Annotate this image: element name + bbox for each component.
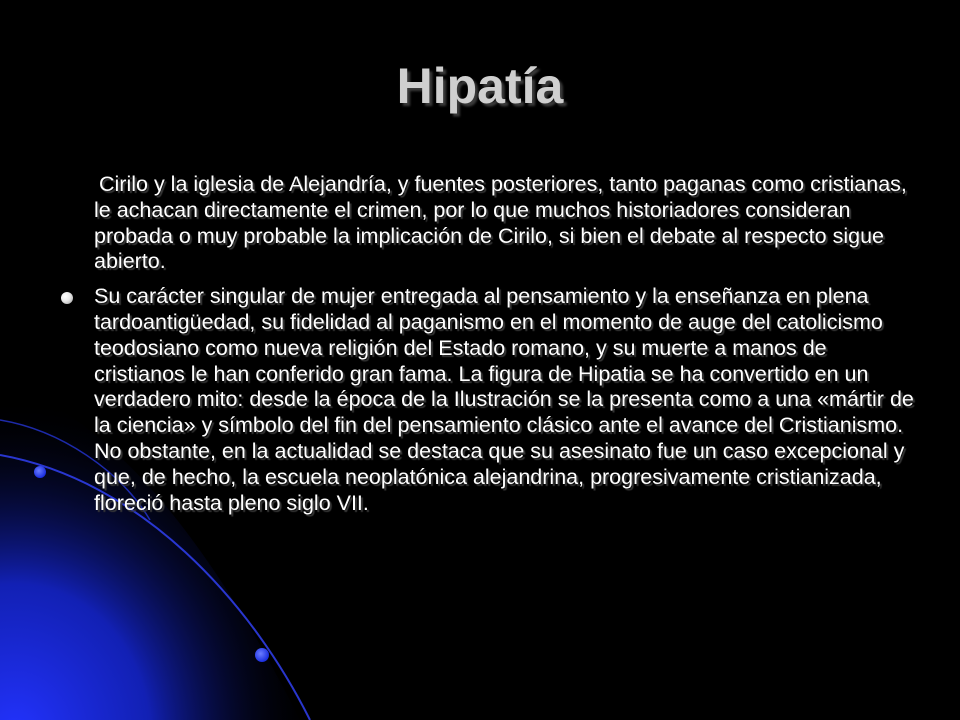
bullet-dot-icon [61,292,73,304]
paragraph-intro-text: Cirilo y la iglesia de Alejandría, y fuentes posteriores, tanto paganas como cristianas, le achacan directamente el crimen, por lo que muchos historiadores consideran probada o muy probable la implicación de Cirilo, si bien el debate al respecto sigue abierto. [94,172,907,274]
paragraph-intro [58,172,918,275]
bullet-item [58,284,918,516]
slide-title: Hipatía [396,58,564,114]
slide-body [58,172,918,525]
bullet-item-text: Su carácter singular de mujer entregada al pensamiento y la enseñanza en plena tardoantigüedad, su fidelidad al paganismo en el momento de auge del catolicismo teodosiano como nueva religión del Estado romano, y su muerte a manos de cristianos le han conferido gran fama. La figura de Hipatia se ha convertido en un verdadero mito: desde la época de la Ilustración se la presenta como a una «mártir de la ciencia» y símbolo del fin del pensamiento clásico ante el avance del Cristianismo. No obstante, en la actualidad se destaca que su asesinato fue un caso excepcional y que, de hecho, la escuela neoplatónica alejandrina, progresivamente cristianizada, floreció hasta pleno siglo VII. [94,284,914,515]
blue-dot-bottom [255,648,269,662]
blue-dot-left [34,466,46,478]
